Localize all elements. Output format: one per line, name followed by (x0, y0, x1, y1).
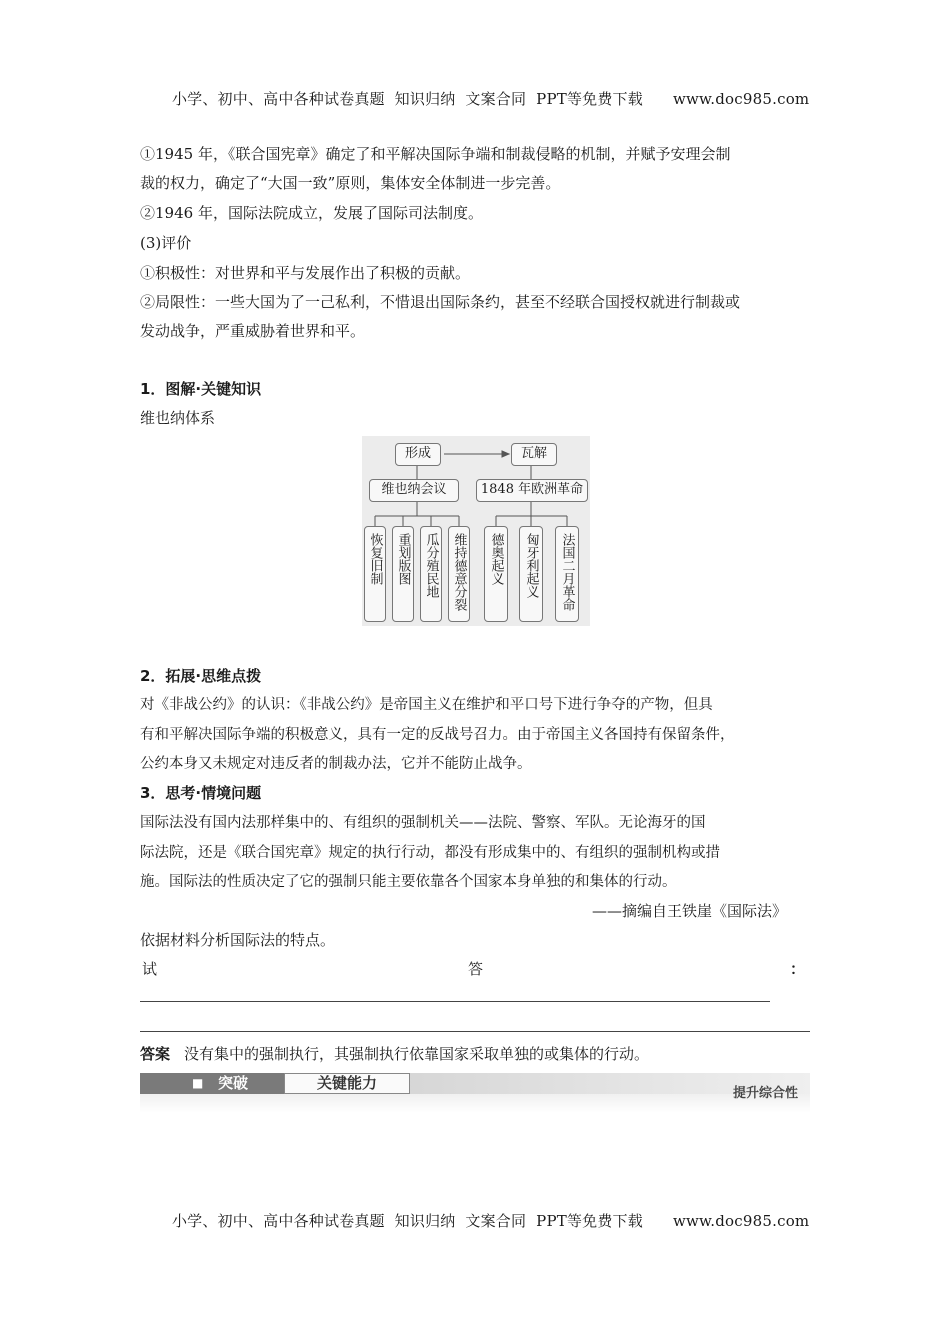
congress-box: 维也纳会议 (369, 479, 459, 502)
header-text: 小学、初中、高中各种试卷真题 知识归纳 文案合同 PPT等免费下载 (171, 90, 643, 108)
footer-url: www.doc985.com (672, 1212, 810, 1230)
text-line: ②1946 年，国际法院成立，发展了国际司法制度。 (140, 204, 483, 222)
text-line: 际法院，还是《联合国宪章》规定的执行行动，都没有形成集中的、有组织的强制机构或措 (140, 845, 720, 861)
section-subtitle: 维也纳体系 (140, 409, 216, 427)
section-heading: 1．图解·关键知识 (140, 380, 262, 398)
text-line: 有和平解决国际争端的积极意义，具有一定的反战号召力。由于帝国主义各国持有保留条件， (140, 727, 735, 743)
outcome-label: 维持德意分裂 (451, 533, 467, 611)
answer-blank-line[interactable] (140, 1001, 770, 1002)
outcome-box (364, 526, 386, 622)
uprising-box (519, 526, 543, 622)
text-line: 发动战争，严重威胁着世界和平。 (140, 322, 366, 340)
try-label: 试 (142, 960, 158, 978)
footer-text: 小学、初中、高中各种试卷真题 知识归纳 文案合同 PPT等免费下载 (171, 1212, 643, 1230)
uprising-label: 匈牙利起义 (523, 533, 539, 598)
text-line: ②局限性：一些大国为了一己私利，不惜退出国际条约，甚至不经联合国授权就进行制裁或 (140, 293, 741, 311)
outcome-label: 重划版图 (395, 533, 411, 585)
text-line: (3)评价 (140, 234, 192, 252)
answer-label: 答案 (140, 1045, 171, 1063)
uprising-label: 德奥起义 (488, 533, 504, 585)
outcome-label: 恢复旧制 (367, 533, 383, 585)
banner-title: 关键能力 (284, 1073, 410, 1094)
text-line: 裁的权力，确定了“大国一致”原则，集体安全体制进一步完善。 (140, 174, 561, 192)
text-line: 对《非战公约》的认识：《非战公约》是帝国主义在维护和平口号下进行争夺的产物，但具 (140, 697, 713, 713)
vienna-system-diagram (362, 436, 590, 626)
source-citation: ——摘编自王铁崖《国际法》 (592, 902, 788, 920)
outcome-label: 瓜分殖民地 (423, 533, 439, 598)
banner-right-label: 提升综合性 (732, 1086, 798, 1101)
page-header (162, 70, 809, 109)
outcome-box (420, 526, 442, 622)
text-line: ①1945 年，《联合国宪章》确定了和平解决国际争端和制裁侵略的机制，并赋予安理会制 (140, 145, 731, 163)
uprising-box (484, 526, 508, 622)
header-url: www.doc985.com (672, 90, 810, 108)
section-banner (140, 1073, 810, 1113)
section-heading: 2．拓展·思维点拨 (140, 667, 262, 685)
banner-bullet: ■ (192, 1076, 204, 1090)
uprising-box (555, 526, 579, 622)
text-line: ①积极性：对世界和平与发展作出了积极的贡献。 (140, 264, 471, 282)
outcome-box (448, 526, 470, 622)
banner-tag: 突破 (218, 1074, 249, 1092)
answer-blank-line[interactable] (140, 1031, 810, 1032)
answer-block (140, 1044, 649, 1064)
section-heading: 3．思考·情境问题 (140, 784, 262, 802)
question-text: 依据材料分析国际法的特点。 (140, 931, 336, 949)
try-label: 答 (468, 960, 484, 978)
collapse-box: 瓦解 (511, 443, 557, 466)
uprising-label: 法国二月革命 (559, 533, 575, 611)
outcome-box (392, 526, 414, 622)
try-label: ： (790, 960, 806, 978)
page-footer (162, 1192, 809, 1231)
text-line: 施。国际法的性质决定了它的强制只能主要依靠各个国家本身单独的和集体的行动。 (140, 874, 677, 890)
answer-text: 没有集中的强制执行，其强制执行依靠国家采取单独的或集体的行动。 (184, 1045, 650, 1063)
text-line: 公约本身又未规定对违反者的制裁办法，它并不能防止战争。 (140, 756, 532, 772)
revolution-box: 1848 年欧洲革命 (476, 479, 588, 502)
text-line: 国际法没有国内法那样集中的、有组织的强制机关——法院、警察、军队。无论海牙的国 (140, 815, 706, 831)
formation-box: 形成 (395, 443, 441, 466)
